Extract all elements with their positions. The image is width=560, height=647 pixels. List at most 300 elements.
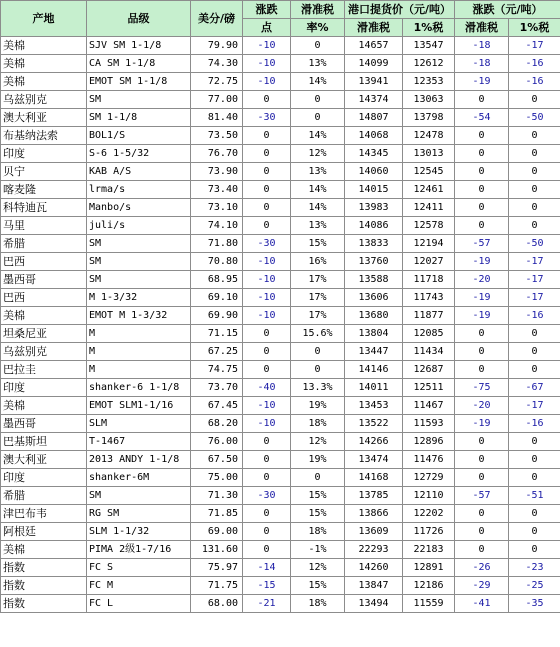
cell-tax-rate: 15% bbox=[291, 577, 345, 595]
cell-quote-one-percent: 12896 bbox=[403, 433, 455, 451]
cell-diff-one-percent: -50 bbox=[509, 235, 560, 253]
cell-quote-one-percent: 11593 bbox=[403, 415, 455, 433]
cell-origin: 印度 bbox=[1, 379, 87, 397]
table-row bbox=[1, 307, 560, 325]
cell-quote-one-percent: 12461 bbox=[403, 181, 455, 199]
table-row bbox=[1, 325, 560, 343]
table-row bbox=[1, 433, 560, 451]
cell-grade: M bbox=[87, 343, 191, 361]
table-row bbox=[1, 235, 560, 253]
cell-origin: 巴西 bbox=[1, 289, 87, 307]
cell-diff-slide-tax: 0 bbox=[455, 523, 509, 541]
table-row bbox=[1, 343, 560, 361]
cell-diff-slide-tax: 0 bbox=[455, 181, 509, 199]
cell-quote-one-percent: 12186 bbox=[403, 577, 455, 595]
cell-origin: 喀麦隆 bbox=[1, 181, 87, 199]
cell-diff-one-percent: -35 bbox=[509, 595, 560, 613]
cell-grade: EMOT SLM1-1/16 bbox=[87, 397, 191, 415]
cell-change: 0 bbox=[243, 433, 291, 451]
cell-diff-one-percent: 0 bbox=[509, 163, 560, 181]
cell-diff-slide-tax: 0 bbox=[455, 469, 509, 487]
cell-diff-slide-tax: -29 bbox=[455, 577, 509, 595]
header-quote-one-percent: 1%税 bbox=[403, 19, 455, 37]
cell-diff-slide-tax: 0 bbox=[455, 145, 509, 163]
cell-tax-rate: 18% bbox=[291, 595, 345, 613]
cell-quote-one-percent: 22183 bbox=[403, 541, 455, 559]
cell-grade: FC S bbox=[87, 559, 191, 577]
cell-tax-rate: 19% bbox=[291, 451, 345, 469]
cell-grade: SM bbox=[87, 91, 191, 109]
cell-diff-one-percent: -16 bbox=[509, 55, 560, 73]
cell-change: 0 bbox=[243, 163, 291, 181]
cell-quote-slide-tax: 13866 bbox=[345, 505, 403, 523]
cell-change: -10 bbox=[243, 289, 291, 307]
cell-origin: 津巴布韦 bbox=[1, 505, 87, 523]
cell-change: -10 bbox=[243, 73, 291, 91]
cell-tax-rate: -1% bbox=[291, 541, 345, 559]
cell-origin: 科特迪瓦 bbox=[1, 199, 87, 217]
cell-price: 71.80 bbox=[191, 235, 243, 253]
cell-grade: SM 1-1/8 bbox=[87, 109, 191, 127]
cell-change: 0 bbox=[243, 469, 291, 487]
cell-change: -10 bbox=[243, 415, 291, 433]
cell-change: 0 bbox=[243, 361, 291, 379]
cell-tax-rate: 18% bbox=[291, 415, 345, 433]
cell-change: 0 bbox=[243, 451, 291, 469]
cell-diff-one-percent: -16 bbox=[509, 415, 560, 433]
cell-quote-one-percent: 11726 bbox=[403, 523, 455, 541]
cell-change: -15 bbox=[243, 577, 291, 595]
table-row bbox=[1, 163, 560, 181]
cell-quote-one-percent: 11718 bbox=[403, 271, 455, 289]
cell-change: 0 bbox=[243, 505, 291, 523]
cell-diff-one-percent: -17 bbox=[509, 253, 560, 271]
cell-quote-one-percent: 13013 bbox=[403, 145, 455, 163]
cell-diff-one-percent: -23 bbox=[509, 559, 560, 577]
cell-diff-slide-tax: -19 bbox=[455, 253, 509, 271]
cell-diff-one-percent: -16 bbox=[509, 307, 560, 325]
cell-price: 72.75 bbox=[191, 73, 243, 91]
cell-price: 74.30 bbox=[191, 55, 243, 73]
table-row bbox=[1, 595, 560, 613]
cell-diff-one-percent: 0 bbox=[509, 181, 560, 199]
cell-origin: 巴拉圭 bbox=[1, 361, 87, 379]
cell-tax-rate: 14% bbox=[291, 181, 345, 199]
cell-diff-one-percent: 0 bbox=[509, 523, 560, 541]
cell-price: 75.00 bbox=[191, 469, 243, 487]
cell-price: 71.15 bbox=[191, 325, 243, 343]
cell-diff-slide-tax: -75 bbox=[455, 379, 509, 397]
cell-diff-one-percent: -17 bbox=[509, 397, 560, 415]
cell-price: 68.00 bbox=[191, 595, 243, 613]
cell-diff-one-percent: -17 bbox=[509, 271, 560, 289]
cell-quote-slide-tax: 13680 bbox=[345, 307, 403, 325]
cell-grade: EMOT M 1-3/32 bbox=[87, 307, 191, 325]
cell-price: 69.90 bbox=[191, 307, 243, 325]
cell-change: -30 bbox=[243, 235, 291, 253]
table-row bbox=[1, 73, 560, 91]
cell-quote-slide-tax: 13453 bbox=[345, 397, 403, 415]
header-diff-one-percent: 1%税 bbox=[509, 19, 560, 37]
table-row bbox=[1, 91, 560, 109]
cell-quote-slide-tax: 13983 bbox=[345, 199, 403, 217]
cell-change: -10 bbox=[243, 271, 291, 289]
cell-grade: Manbo/s bbox=[87, 199, 191, 217]
cell-quote-slide-tax: 13588 bbox=[345, 271, 403, 289]
cell-quote-slide-tax: 14807 bbox=[345, 109, 403, 127]
cell-diff-slide-tax: 0 bbox=[455, 433, 509, 451]
table-row bbox=[1, 505, 560, 523]
cell-grade: M 1-3/32 bbox=[87, 289, 191, 307]
table-row bbox=[1, 127, 560, 145]
cell-quote-slide-tax: 14657 bbox=[345, 37, 403, 55]
cell-diff-slide-tax: -20 bbox=[455, 271, 509, 289]
table-row bbox=[1, 217, 560, 235]
header-diff-slide-tax: 滑准税 bbox=[455, 19, 509, 37]
cell-diff-slide-tax: -57 bbox=[455, 235, 509, 253]
cell-quote-slide-tax: 14266 bbox=[345, 433, 403, 451]
cell-change: 0 bbox=[243, 541, 291, 559]
cell-tax-rate: 14% bbox=[291, 199, 345, 217]
cell-diff-one-percent: 0 bbox=[509, 361, 560, 379]
table-row bbox=[1, 577, 560, 595]
cell-diff-one-percent: 0 bbox=[509, 433, 560, 451]
header-change-line1: 涨跌 bbox=[243, 1, 291, 19]
cell-grade: CA SM 1-1/8 bbox=[87, 55, 191, 73]
cell-price: 73.40 bbox=[191, 181, 243, 199]
cell-diff-slide-tax: 0 bbox=[455, 325, 509, 343]
table-row bbox=[1, 37, 560, 55]
cell-diff-slide-tax: 0 bbox=[455, 505, 509, 523]
cell-price: 81.40 bbox=[191, 109, 243, 127]
table-row bbox=[1, 361, 560, 379]
cell-quote-one-percent: 12578 bbox=[403, 217, 455, 235]
cell-change: 0 bbox=[243, 127, 291, 145]
cell-diff-slide-tax: 0 bbox=[455, 541, 509, 559]
header-tax-line2: 率% bbox=[291, 19, 345, 37]
cell-change: -10 bbox=[243, 397, 291, 415]
header-tax-line1: 滑准税 bbox=[291, 1, 345, 19]
cell-diff-slide-tax: 0 bbox=[455, 451, 509, 469]
cell-diff-slide-tax: -19 bbox=[455, 307, 509, 325]
cell-diff-slide-tax: -18 bbox=[455, 37, 509, 55]
cell-quote-slide-tax: 13606 bbox=[345, 289, 403, 307]
cell-grade: shanker-6 1-1/8 bbox=[87, 379, 191, 397]
cell-grade: KAB A/S bbox=[87, 163, 191, 181]
cell-grade: FC M bbox=[87, 577, 191, 595]
cell-diff-one-percent: -25 bbox=[509, 577, 560, 595]
cell-origin: 美棉 bbox=[1, 55, 87, 73]
cell-origin: 乌兹别克 bbox=[1, 91, 87, 109]
cell-diff-slide-tax: -54 bbox=[455, 109, 509, 127]
cell-diff-one-percent: 0 bbox=[509, 217, 560, 235]
cell-diff-one-percent: 0 bbox=[509, 145, 560, 163]
cell-quote-one-percent: 12612 bbox=[403, 55, 455, 73]
cell-diff-slide-tax: -41 bbox=[455, 595, 509, 613]
cell-diff-one-percent: 0 bbox=[509, 451, 560, 469]
cell-change: 0 bbox=[243, 217, 291, 235]
cell-grade: lrma/s bbox=[87, 181, 191, 199]
cell-tax-rate: 12% bbox=[291, 433, 345, 451]
cell-grade: juli/s bbox=[87, 217, 191, 235]
cell-grade: SM bbox=[87, 235, 191, 253]
cell-grade: SM bbox=[87, 271, 191, 289]
cell-change: -14 bbox=[243, 559, 291, 577]
cell-origin: 马里 bbox=[1, 217, 87, 235]
cell-price: 71.75 bbox=[191, 577, 243, 595]
cell-price: 71.30 bbox=[191, 487, 243, 505]
cell-quote-slide-tax: 13522 bbox=[345, 415, 403, 433]
cell-quote-one-percent: 11743 bbox=[403, 289, 455, 307]
cell-quote-one-percent: 12202 bbox=[403, 505, 455, 523]
cell-price: 131.60 bbox=[191, 541, 243, 559]
table-row bbox=[1, 469, 560, 487]
cell-quote-slide-tax: 13785 bbox=[345, 487, 403, 505]
cell-change: -10 bbox=[243, 253, 291, 271]
cell-grade: M bbox=[87, 361, 191, 379]
cell-price: 77.00 bbox=[191, 91, 243, 109]
cell-origin: 巴西 bbox=[1, 253, 87, 271]
cell-quote-one-percent: 12110 bbox=[403, 487, 455, 505]
cell-grade: SLM 1-1/32 bbox=[87, 523, 191, 541]
cell-origin: 澳大利亚 bbox=[1, 109, 87, 127]
cell-change: 0 bbox=[243, 199, 291, 217]
cell-quote-slide-tax: 14068 bbox=[345, 127, 403, 145]
cell-price: 74.10 bbox=[191, 217, 243, 235]
cell-origin: 希腊 bbox=[1, 487, 87, 505]
cell-tax-rate: 0 bbox=[291, 91, 345, 109]
cell-diff-slide-tax: 0 bbox=[455, 127, 509, 145]
table-row bbox=[1, 181, 560, 199]
cell-grade: shanker-6M bbox=[87, 469, 191, 487]
cell-diff-one-percent: 0 bbox=[509, 541, 560, 559]
cell-grade: SM bbox=[87, 253, 191, 271]
cell-tax-rate: 13.3% bbox=[291, 379, 345, 397]
cell-price: 68.95 bbox=[191, 271, 243, 289]
cell-change: -30 bbox=[243, 487, 291, 505]
cell-grade: SM bbox=[87, 487, 191, 505]
header-grade: 品级 bbox=[87, 1, 191, 37]
cell-grade: M bbox=[87, 325, 191, 343]
cell-quote-slide-tax: 22293 bbox=[345, 541, 403, 559]
cell-origin: 布基纳法索 bbox=[1, 127, 87, 145]
cell-diff-one-percent: 0 bbox=[509, 127, 560, 145]
cell-origin: 坦桑尼亚 bbox=[1, 325, 87, 343]
cell-diff-one-percent: 0 bbox=[509, 505, 560, 523]
cell-quote-slide-tax: 14099 bbox=[345, 55, 403, 73]
table-row bbox=[1, 379, 560, 397]
header-quote-slide-tax: 滑准税 bbox=[345, 19, 403, 37]
table-row bbox=[1, 523, 560, 541]
cell-price: 69.00 bbox=[191, 523, 243, 541]
cell-diff-slide-tax: 0 bbox=[455, 217, 509, 235]
cell-quote-slide-tax: 13941 bbox=[345, 73, 403, 91]
cell-price: 73.70 bbox=[191, 379, 243, 397]
cell-grade: BOL1/S bbox=[87, 127, 191, 145]
cell-diff-slide-tax: -57 bbox=[455, 487, 509, 505]
cell-origin: 乌兹别克 bbox=[1, 343, 87, 361]
cell-tax-rate: 12% bbox=[291, 145, 345, 163]
table-header bbox=[1, 1, 560, 37]
cell-quote-slide-tax: 14260 bbox=[345, 559, 403, 577]
cell-quote-slide-tax: 13447 bbox=[345, 343, 403, 361]
cell-quote-one-percent: 12891 bbox=[403, 559, 455, 577]
cell-quote-slide-tax: 13609 bbox=[345, 523, 403, 541]
cell-quote-slide-tax: 14168 bbox=[345, 469, 403, 487]
cell-quote-one-percent: 12545 bbox=[403, 163, 455, 181]
cell-quote-one-percent: 12729 bbox=[403, 469, 455, 487]
cell-quote-slide-tax: 14345 bbox=[345, 145, 403, 163]
cell-quote-slide-tax: 13760 bbox=[345, 253, 403, 271]
cell-quote-one-percent: 11467 bbox=[403, 397, 455, 415]
cell-quote-slide-tax: 13833 bbox=[345, 235, 403, 253]
cell-diff-one-percent: -67 bbox=[509, 379, 560, 397]
cell-tax-rate: 13% bbox=[291, 163, 345, 181]
cell-change: -40 bbox=[243, 379, 291, 397]
cell-tax-rate: 12% bbox=[291, 559, 345, 577]
cell-change: -21 bbox=[243, 595, 291, 613]
cell-origin: 希腊 bbox=[1, 235, 87, 253]
cell-quote-slide-tax: 14060 bbox=[345, 163, 403, 181]
cell-quote-one-percent: 12478 bbox=[403, 127, 455, 145]
cell-tax-rate: 15% bbox=[291, 505, 345, 523]
cell-grade: SLM bbox=[87, 415, 191, 433]
header-origin: 产地 bbox=[1, 1, 87, 37]
cell-tax-rate: 15.6% bbox=[291, 325, 345, 343]
cell-tax-rate: 0 bbox=[291, 109, 345, 127]
cell-tax-rate: 0 bbox=[291, 37, 345, 55]
cell-change: 0 bbox=[243, 181, 291, 199]
cell-origin: 美棉 bbox=[1, 37, 87, 55]
cell-price: 73.90 bbox=[191, 163, 243, 181]
cell-diff-slide-tax: -19 bbox=[455, 289, 509, 307]
table-body bbox=[1, 37, 560, 613]
cell-quote-one-percent: 12194 bbox=[403, 235, 455, 253]
table-row bbox=[1, 199, 560, 217]
cell-quote-one-percent: 11559 bbox=[403, 595, 455, 613]
cell-price: 79.90 bbox=[191, 37, 243, 55]
cell-price: 67.45 bbox=[191, 397, 243, 415]
cell-change: 0 bbox=[243, 145, 291, 163]
cell-origin: 美棉 bbox=[1, 307, 87, 325]
cell-diff-slide-tax: -26 bbox=[455, 559, 509, 577]
cell-quote-slide-tax: 14086 bbox=[345, 217, 403, 235]
cell-quote-slide-tax: 14374 bbox=[345, 91, 403, 109]
cell-price: 73.50 bbox=[191, 127, 243, 145]
cell-origin: 墨西哥 bbox=[1, 271, 87, 289]
cell-origin: 美棉 bbox=[1, 73, 87, 91]
cell-change: -10 bbox=[243, 307, 291, 325]
cell-origin: 澳大利亚 bbox=[1, 451, 87, 469]
cell-origin: 墨西哥 bbox=[1, 415, 87, 433]
cell-origin: 美棉 bbox=[1, 541, 87, 559]
cell-origin: 印度 bbox=[1, 469, 87, 487]
cell-diff-one-percent: 0 bbox=[509, 91, 560, 109]
cell-grade: S-6 1-5/32 bbox=[87, 145, 191, 163]
cell-price: 76.70 bbox=[191, 145, 243, 163]
cell-diff-one-percent: -16 bbox=[509, 73, 560, 91]
cell-diff-one-percent: 0 bbox=[509, 325, 560, 343]
cell-price: 76.00 bbox=[191, 433, 243, 451]
cell-change: 0 bbox=[243, 91, 291, 109]
cell-tax-rate: 15% bbox=[291, 235, 345, 253]
cell-tax-rate: 13% bbox=[291, 217, 345, 235]
cell-diff-slide-tax: 0 bbox=[455, 361, 509, 379]
cell-tax-rate: 17% bbox=[291, 271, 345, 289]
cell-grade: FC L bbox=[87, 595, 191, 613]
cell-tax-rate: 0 bbox=[291, 469, 345, 487]
cell-tax-rate: 18% bbox=[291, 523, 345, 541]
cell-quote-one-percent: 13798 bbox=[403, 109, 455, 127]
cell-change: -10 bbox=[243, 55, 291, 73]
table-row bbox=[1, 541, 560, 559]
cell-diff-one-percent: -17 bbox=[509, 289, 560, 307]
cell-diff-slide-tax: 0 bbox=[455, 343, 509, 361]
cell-origin: 巴基斯坦 bbox=[1, 433, 87, 451]
table-row bbox=[1, 55, 560, 73]
cell-quote-slide-tax: 14015 bbox=[345, 181, 403, 199]
header-price: 美分/磅 bbox=[191, 1, 243, 37]
cell-origin: 美棉 bbox=[1, 397, 87, 415]
table-row bbox=[1, 397, 560, 415]
cell-tax-rate: 14% bbox=[291, 127, 345, 145]
cell-change: -30 bbox=[243, 109, 291, 127]
cell-change: -10 bbox=[243, 37, 291, 55]
cell-change: 0 bbox=[243, 523, 291, 541]
cell-grade: 2013 ANDY 1-1/8 bbox=[87, 451, 191, 469]
cell-tax-rate: 17% bbox=[291, 289, 345, 307]
cell-price: 67.25 bbox=[191, 343, 243, 361]
cell-price: 73.10 bbox=[191, 199, 243, 217]
table-row bbox=[1, 109, 560, 127]
table-row bbox=[1, 253, 560, 271]
cell-tax-rate: 16% bbox=[291, 253, 345, 271]
cell-origin: 印度 bbox=[1, 145, 87, 163]
cell-tax-rate: 19% bbox=[291, 397, 345, 415]
cell-price: 74.75 bbox=[191, 361, 243, 379]
cell-quote-slide-tax: 13494 bbox=[345, 595, 403, 613]
cell-quote-one-percent: 12353 bbox=[403, 73, 455, 91]
cell-diff-one-percent: -51 bbox=[509, 487, 560, 505]
cell-tax-rate: 0 bbox=[291, 361, 345, 379]
cell-diff-one-percent: 0 bbox=[509, 199, 560, 217]
header-diff: 涨跌（元/吨） bbox=[455, 1, 560, 19]
cell-tax-rate: 13% bbox=[291, 55, 345, 73]
cell-grade: RG SM bbox=[87, 505, 191, 523]
cell-tax-rate: 17% bbox=[291, 307, 345, 325]
cell-origin: 指数 bbox=[1, 577, 87, 595]
cell-origin: 贝宁 bbox=[1, 163, 87, 181]
header-quote: 港口提货价（元/吨） bbox=[345, 1, 455, 19]
cell-diff-slide-tax: 0 bbox=[455, 163, 509, 181]
cell-grade: PIMA 2级1-7/16 bbox=[87, 541, 191, 559]
cell-quote-one-percent: 11476 bbox=[403, 451, 455, 469]
cell-grade: T-1467 bbox=[87, 433, 191, 451]
cell-quote-one-percent: 13063 bbox=[403, 91, 455, 109]
cell-quote-slide-tax: 13804 bbox=[345, 325, 403, 343]
table-row bbox=[1, 487, 560, 505]
cell-change: 0 bbox=[243, 325, 291, 343]
cell-diff-one-percent: -50 bbox=[509, 109, 560, 127]
table-row bbox=[1, 559, 560, 577]
header-change-line2: 点 bbox=[243, 19, 291, 37]
cell-change: 0 bbox=[243, 343, 291, 361]
table-row bbox=[1, 271, 560, 289]
cell-quote-one-percent: 11877 bbox=[403, 307, 455, 325]
cell-price: 70.80 bbox=[191, 253, 243, 271]
table-row bbox=[1, 451, 560, 469]
cell-tax-rate: 15% bbox=[291, 487, 345, 505]
